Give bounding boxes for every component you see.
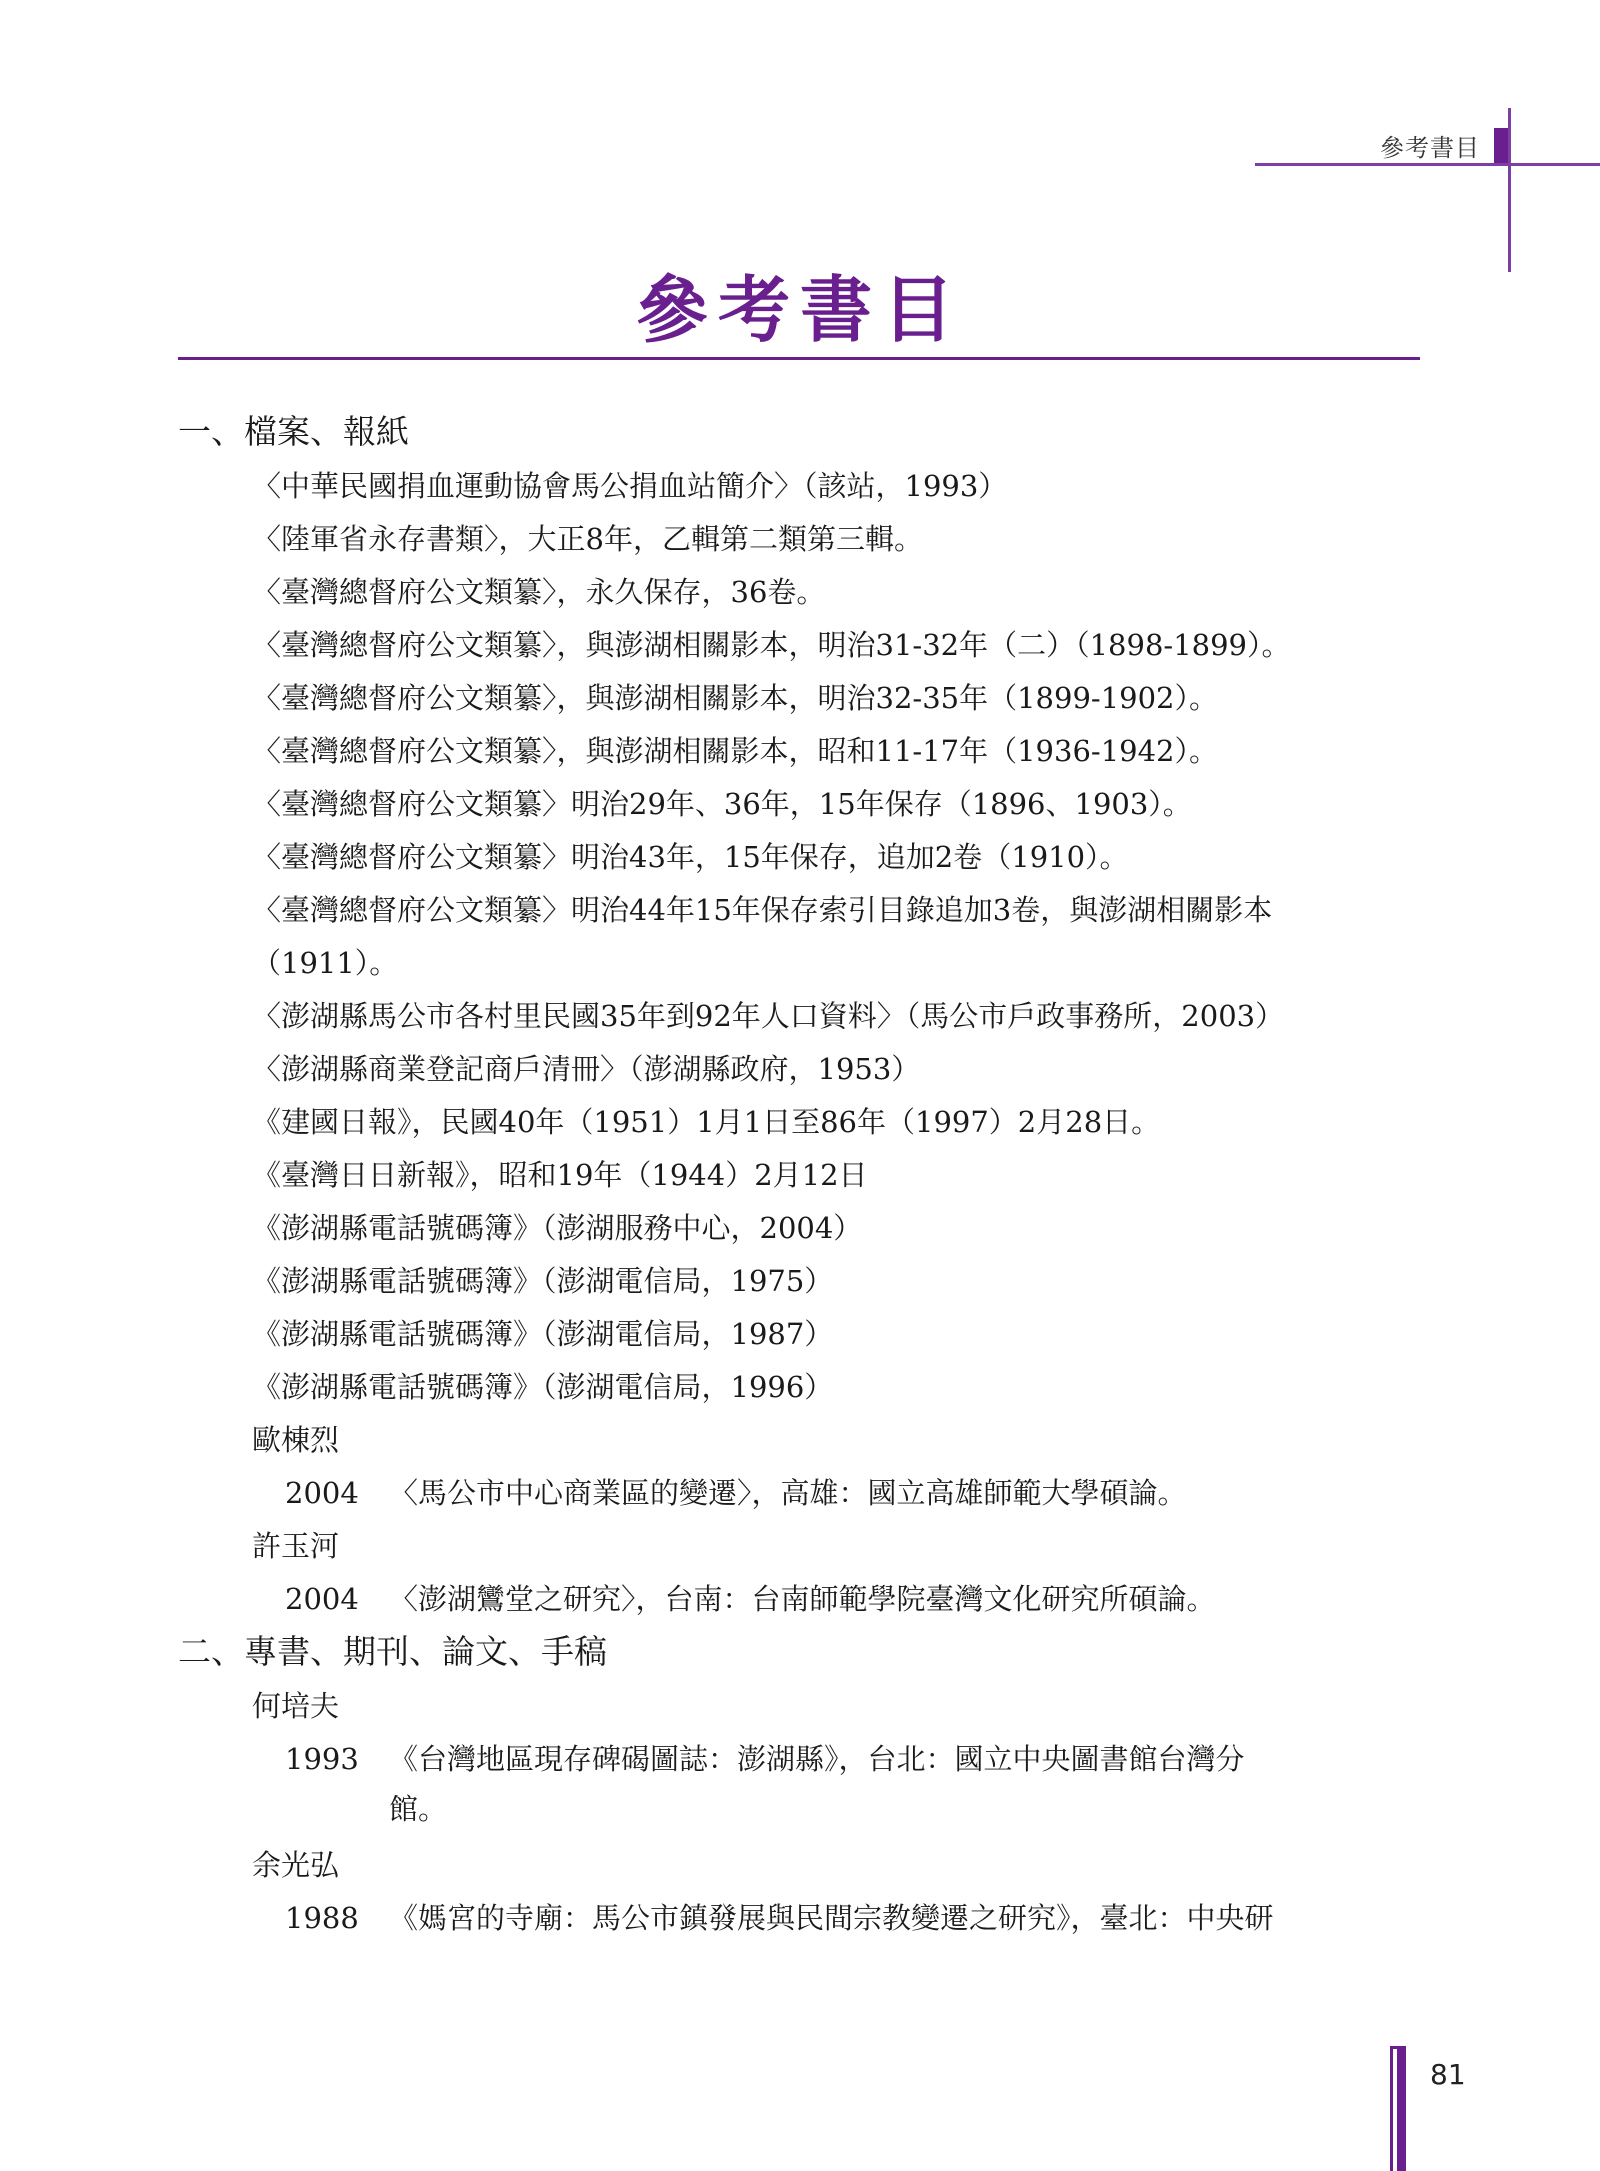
entry-text: 〈馬公市中心商業區的變遷〉，高雄：國立高雄師範大學碩論。 [389,1476,1187,1510]
archive-entry: 〈澎湖縣商業登記商戶清冊〉（澎湖縣政府，1953） [252,1052,921,1086]
author-name: 何培夫 [252,1689,340,1723]
archive-entry: 〈澎湖縣馬公市各村里民國35年到92年人口資料〉（馬公市戶政事務所，2003） [252,999,1285,1033]
entry-text: 〈澎湖鸞堂之研究〉，台南：台南師範學院臺灣文化研究所碩論。 [389,1582,1216,1616]
archive-entry: 〈臺灣總督府公文類纂〉，永久保存，36卷。 [252,575,826,609]
archive-entry: 〈臺灣總督府公文類纂〉，與澎湖相關影本，昭和11-17年（1936-1942）。 [252,734,1219,768]
entry-year: 2004 [285,1582,359,1616]
archive-entry: 《澎湖縣電話號碼簿》（澎湖電信局，1996） [252,1370,834,1404]
entry-text: 《媽宮的寺廟：馬公市鎮發展與民間宗教變遷之研究》，臺北：中央研 [389,1901,1274,1935]
entry-text: 《台灣地區現存碑碣圖誌：澎湖縣》，台北：國立中央圖書館台灣分 [389,1742,1245,1776]
page-title: 參考書目 [635,267,964,352]
entry-continuation: 館。 [389,1792,448,1826]
footer-accent-bar [1397,2046,1406,2171]
archive-entry: 〈陸軍省永存書類〉，大正8年，乙輯第二類第三輯。 [252,522,923,556]
archive-entry-continuation: （1911）。 [252,946,399,980]
archive-entry: 《建國日報》，民國40年（1951）1月1日至86年（1997）2月28日。 [252,1105,1161,1139]
archive-entry: 《臺灣日日新報》，昭和19年（1944）2月12日 [252,1158,868,1192]
author-name: 許玉河 [252,1529,340,1563]
archive-entry: 《澎湖縣電話號碼簿》（澎湖電信局，1987） [252,1317,834,1351]
archive-entry: 〈中華民國捐血運動協會馬公捐血站簡介〉（該站，1993） [252,469,1008,503]
archive-entry: 《澎湖縣電話號碼簿》（澎湖電信局，1975） [252,1264,834,1298]
title-underline [178,357,1420,360]
header-horizontal-rule [1255,163,1600,166]
bibliography-entry [285,1739,1245,1779]
entry-year: 2004 [285,1476,359,1510]
section-heading-books: 二、專書、期刊、論文、手稿 [178,1632,607,1671]
bibliography-entry [285,1898,1274,1938]
bibliography-entry [285,1473,1187,1513]
author-name: 余光弘 [252,1848,340,1882]
archive-entry: 〈臺灣總督府公文類纂〉，與澎湖相關影本，明治32-35年（1899-1902）。 [252,681,1219,715]
archive-entry: 〈臺灣總督府公文類纂〉明治29年、36年，15年保存（1896、1903）。 [252,787,1192,821]
page-number: 81 [1430,2058,1466,2091]
archive-entry: 〈臺灣總督府公文類纂〉明治44年15年保存索引目錄追加3卷，與澎湖相關影本 [252,893,1273,927]
bibliography-entry [285,1579,1216,1619]
header-accent-block [1494,128,1508,164]
archive-entry: 〈臺灣總督府公文類纂〉，與澎湖相關影本，明治31-32年（二）（1898-1899）。 [252,628,1291,662]
archive-entry: 〈臺灣總督府公文類纂〉明治43年，15年保存，追加2卷（1910）。 [252,840,1129,874]
running-header: 參考書目 [1380,134,1480,162]
header-vertical-rule [1508,108,1511,272]
entry-year: 1988 [285,1901,359,1935]
section-heading-archives: 一、檔案、報紙 [178,412,409,451]
author-name: 歐棟烈 [252,1423,340,1457]
footer-thin-rule [1390,2046,1393,2171]
entry-year: 1993 [285,1742,359,1776]
archive-entry: 《澎湖縣電話號碼簿》（澎湖服務中心，2004） [252,1211,863,1245]
